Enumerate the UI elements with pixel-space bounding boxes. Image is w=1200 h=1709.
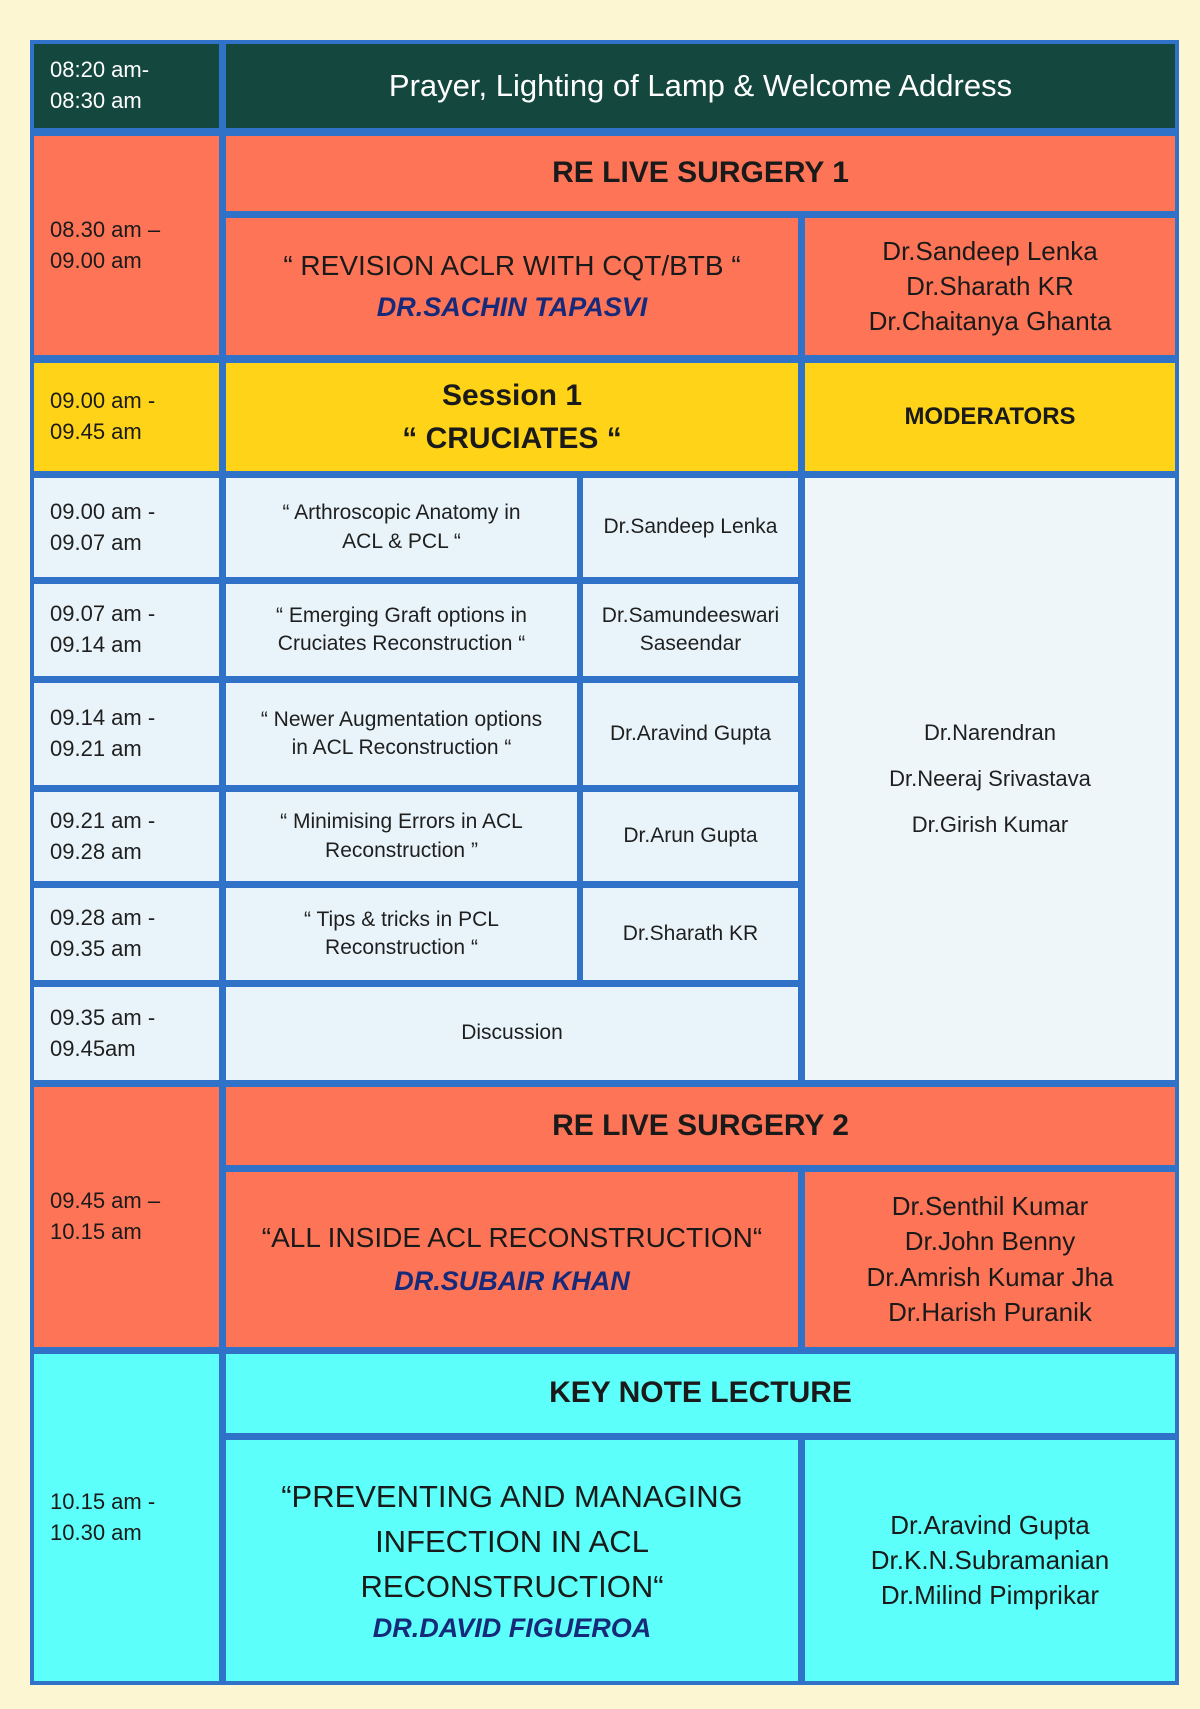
surgery2-moderator: Dr.Amrish Kumar Jha <box>866 1261 1114 1292</box>
opening-title <box>226 44 1175 128</box>
surgery1-surgeon: DR.SACHIN TAPASVI <box>376 292 648 323</box>
surgery2-surgeon: DR.SUBAIR KHAN <box>394 1266 630 1297</box>
opening-time <box>34 44 219 128</box>
talk-speaker-name: Dr.Arun Gupta <box>623 824 758 848</box>
talk-time-end: 09.07 am <box>50 529 142 555</box>
talk-title <box>226 683 577 785</box>
talk-time-start: 09.14 am - <box>50 705 156 731</box>
surgery1-header <box>226 136 1175 211</box>
talk-time-start: 09.00 am - <box>50 498 156 524</box>
surgery2-topic <box>226 1172 798 1347</box>
session1-time-start: 09.00 am - <box>50 388 156 414</box>
surgery2-moderators <box>805 1172 1175 1347</box>
session1-moderator: Dr.Narendran <box>923 719 1057 745</box>
session1-moderators <box>805 478 1175 1080</box>
talk-time-start: 09.07 am - <box>50 601 156 627</box>
surgery2-time-start: 09.45 am – <box>50 1188 161 1214</box>
keynote-moderator: Dr.Aravind Gupta <box>890 1509 1090 1540</box>
discussion-time <box>34 987 219 1080</box>
surgery1-moderator: Dr.Sharath KR <box>906 270 1074 301</box>
keynote-moderator: Dr.K.N.Subramanian <box>870 1544 1110 1575</box>
talk-time-end: 09.14 am <box>50 632 142 657</box>
surgery1-time-start: 08.30 am – <box>50 216 161 242</box>
session1-title-line2: “ CRUCIATES “ <box>402 422 622 455</box>
talk-title-line: “ Minimising Errors in ACL <box>280 810 523 834</box>
discussion-cell <box>226 987 798 1080</box>
keynote-surgeon: DR.DAVID FIGUEROA <box>372 1612 652 1643</box>
talk-time <box>34 478 219 577</box>
talk-title-line: “ Tips & tricks in PCL <box>304 907 499 931</box>
surgery1-time <box>34 136 219 355</box>
talk-title-line: ACL & PCL “ <box>342 529 461 553</box>
keynote-topic <box>226 1440 798 1681</box>
keynote-header <box>226 1354 1175 1433</box>
keynote-title-line: INFECTION IN ACL RECONSTRUCTION“ <box>360 1523 664 1604</box>
surgery1-moderator: Dr.Sandeep Lenka <box>882 235 1098 266</box>
talk-speaker <box>583 584 798 676</box>
talk-speaker <box>583 683 798 785</box>
talk-speaker <box>583 478 798 577</box>
talk-time <box>34 888 219 980</box>
opening-time-start: 08:20 am- <box>50 57 150 83</box>
talk-time <box>34 584 219 676</box>
keynote-time <box>34 1354 219 1681</box>
opening-title-text: Prayer, Lighting of Lamp & Welcome Address <box>388 68 1013 104</box>
session1-title <box>226 363 798 471</box>
keynote-header-text: KEY NOTE LECTURE <box>549 1376 852 1410</box>
keynote-time-start: 10.15 am - <box>50 1488 156 1514</box>
surgery2-time-end: 10.15 am <box>50 1219 142 1244</box>
keynote-moderators <box>805 1440 1175 1681</box>
talk-time <box>34 683 219 785</box>
talk-title-line: Cruciates Reconstruction “ <box>277 632 526 655</box>
schedule-table <box>30 40 1179 1685</box>
surgery2-title: “ALL INSIDE ACL RECONSTRUCTION“ <box>261 1222 763 1254</box>
discussion-label: Discussion <box>461 1021 563 1045</box>
talk-speaker-name: Dr.Sandeep Lenka <box>603 515 778 539</box>
surgery1-time-end: 09.00 am <box>50 247 142 273</box>
talk-speaker <box>583 792 798 881</box>
talk-title-line: Reconstruction ” <box>325 838 478 862</box>
talk-title <box>226 792 577 881</box>
surgery2-moderator: Dr.Harish Puranik <box>888 1296 1092 1327</box>
talk-time-end: 09.28 am <box>50 838 142 864</box>
opening-time-end: 08:30 am <box>50 88 142 113</box>
surgery2-moderator: Dr.Senthil Kumar <box>891 1191 1089 1222</box>
talk-title <box>226 478 577 577</box>
talk-title-line: Reconstruction “ <box>325 936 478 959</box>
keynote-title-line: “PREVENTING AND MANAGING <box>281 1478 743 1514</box>
discussion-time-start: 09.35 am - <box>50 1004 156 1030</box>
moderators-header-text: MODERATORS <box>904 402 1076 430</box>
keynote-moderator: Dr.Milind Pimprikar <box>880 1580 1100 1611</box>
session1-moderator: Dr.Neeraj Srivastava <box>889 765 1091 791</box>
surgery1-header-text: RE LIVE SURGERY 1 <box>552 156 849 190</box>
talk-speaker-name: Dr.Aravind Gupta <box>609 721 772 745</box>
talk-time-start: 09.28 am - <box>50 905 156 931</box>
session1-time-end: 09.45 am <box>50 419 142 444</box>
discussion-time-end: 09.45am <box>50 1035 136 1061</box>
talk-time <box>34 792 219 881</box>
talk-title <box>226 888 577 980</box>
surgery1-moderators <box>805 218 1175 355</box>
talk-speaker <box>583 888 798 980</box>
talk-speaker-name: Dr.Sharath KR <box>622 921 759 945</box>
talk-time-end: 09.35 am <box>50 936 142 961</box>
surgery2-time <box>34 1087 219 1347</box>
talk-title-line: in ACL Reconstruction “ <box>291 736 512 759</box>
surgery2-header-text: RE LIVE SURGERY 2 <box>552 1108 849 1142</box>
keynote-time-end: 10.30 am <box>50 1519 142 1545</box>
talk-time-start: 09.21 am - <box>50 807 156 833</box>
session1-moderators-header <box>805 363 1175 471</box>
talk-speaker-name: Dr.Samundeeswari <box>601 603 780 627</box>
talk-title <box>226 584 577 676</box>
talk-time-end: 09.21 am <box>50 736 142 761</box>
talk-title-line: “ Emerging Graft options in <box>276 603 527 627</box>
talk-speaker-name: Saseendar <box>639 632 742 655</box>
surgery1-topic <box>226 218 798 355</box>
session1-title-line1: Session 1 <box>441 378 583 412</box>
talk-title-line: “ Newer Augmentation options <box>260 707 543 731</box>
surgery2-moderator: Dr.John Benny <box>904 1226 1076 1257</box>
surgery1-title: “ REVISION ACLR WITH CQT/BTB “ <box>283 250 741 282</box>
session1-time <box>34 363 219 471</box>
surgery1-moderator: Dr.Chaitanya Ghanta <box>868 306 1112 337</box>
session1-moderator: Dr.Girish Kumar <box>911 812 1069 838</box>
surgery2-header <box>226 1087 1175 1165</box>
talk-title-line: “ Arthroscopic Anatomy in <box>282 501 521 525</box>
